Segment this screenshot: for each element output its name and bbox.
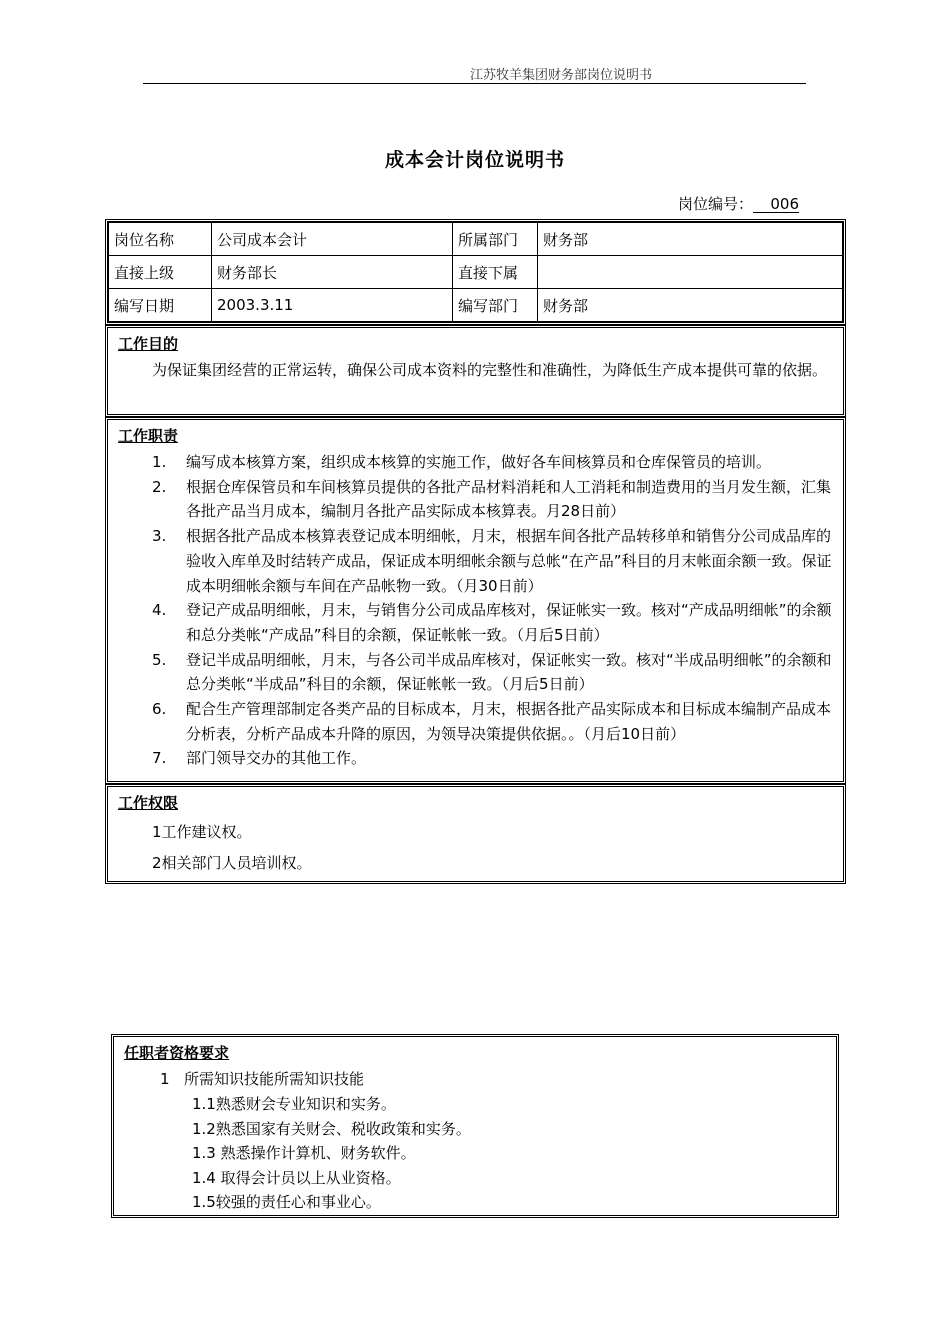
table-cell: 公司成本会计: [212, 223, 453, 256]
table-row: [109, 256, 843, 289]
section-title: 工作职责: [118, 427, 179, 445]
item-number: 2.: [152, 477, 167, 496]
section-title: 工作目的: [118, 335, 179, 353]
item-text: 登记半成品明细帐，月末，与各公司半成品库核对，保证帐实一致。核对“半成品明细帐”的余额和总分类帐“半成品”科目的余额，保证帐帐一致。（月后5日前）: [186, 650, 832, 694]
section-title: 任职者资格要求: [124, 1044, 230, 1062]
table-cell: 所属部门: [453, 223, 538, 256]
position-code-label: 岗位编号：: [678, 195, 754, 213]
item-number: 6.: [152, 700, 167, 719]
item-number: 3.: [152, 527, 167, 546]
duties-section: [105, 417, 846, 784]
document-header: 江苏牧羊集团财务部岗位说明书: [470, 68, 653, 83]
qualification-heading: [124, 1067, 826, 1092]
position-code-value: 006: [753, 196, 799, 213]
purpose-section: [105, 325, 846, 417]
list-item: 1.5较强的责任心和事业心。: [192, 1193, 381, 1211]
item-text: 配合生产管理部制定各类产品的目标成本，月末，根据各批产品实际成本和目标成本编制产品成本分析表，分析产品成本升降的原因，为领导决策提供依据。。（月后10日前）: [186, 700, 832, 743]
table-cell: 直接下属: [453, 256, 538, 289]
item-number: 1: [160, 1070, 170, 1088]
table-cell: 财务部长: [212, 256, 453, 289]
list-item: [118, 697, 833, 746]
list-item: [118, 524, 833, 598]
list-item: [118, 598, 833, 647]
purpose-text: 为保证集团经营的正常运转，确保公司成本资料的完整性和准确性，为降低生产成本提供可靠的依据。: [152, 361, 828, 379]
table-row: [109, 223, 843, 256]
list-item: 1工作建议权。: [152, 823, 252, 841]
item-text: 部门领导交办的其他工作。: [186, 749, 367, 768]
section-title: 工作权限: [118, 794, 179, 812]
list-item: 2相关部门人员培训权。: [152, 854, 312, 872]
header-divider: [143, 83, 806, 84]
list-item: 1.3 熟悉操作计算机、财务软件。: [192, 1144, 416, 1162]
position-code: [678, 193, 799, 214]
position-info-box: [105, 219, 846, 325]
list-item: 1.2熟悉国家有关财会、税收政策和实务。: [192, 1119, 471, 1138]
table-cell: [538, 256, 843, 289]
qualifications-section: [111, 1034, 839, 1218]
list-item: 1.4 取得会计员以上从业资格。: [192, 1168, 401, 1187]
item-number: 7.: [152, 749, 167, 768]
table-cell: 财务部: [538, 223, 843, 256]
duties-list: [118, 450, 833, 771]
item-text: 所需知识技能所需知识技能: [184, 1070, 365, 1088]
table-cell: 编写日期: [109, 289, 212, 322]
page-title: 成本会计岗位说明书: [384, 149, 565, 171]
table-cell: 财务部: [538, 289, 843, 322]
table-cell: 直接上级: [109, 256, 212, 289]
item-text: 根据各批产品成本核算表登记成本明细帐，月末，根据车间各批产品转移单和销售分公司成品库的验收入库单及时结转产成品，保证成本明细帐余额与总帐“在产品”科目的月末帐面余额一致。保证成本明细帐余额与车间在产品帐物一致。（月30日前）: [186, 527, 832, 595]
table-row: [109, 289, 843, 322]
position-info-table: [108, 222, 843, 322]
item-text: 编写成本核算方案，组织成本核算的实施工作，做好各车间核算员和仓库保管员的培训。: [186, 453, 772, 471]
list-item: [118, 746, 833, 771]
list-item: [118, 450, 833, 475]
item-number: 1.: [152, 453, 167, 471]
item-number: 4.: [152, 601, 167, 620]
table-cell: 编写部门: [453, 289, 538, 322]
item-text: 登记产成品明细帐，月末，与销售分公司成品库核对，保证帐实一致。核对“产成品明细帐”的余额和总分类帐“产成品”科目的余额，保证帐帐一致。（月后5日前）: [186, 601, 832, 644]
list-item: [118, 648, 833, 697]
list-item: [118, 475, 833, 524]
item-number: 5.: [152, 650, 167, 669]
item-text: 根据仓库保管员和车间核算员提供的各批产品材料消耗和人工消耗和制造费用的当月发生额，汇集各批产品当月成本，编制月各批产品实际成本核算表。月28日前）: [186, 477, 832, 521]
table-cell: 2003.3.11: [212, 289, 453, 322]
authority-section: [105, 784, 846, 884]
table-cell: 岗位名称: [109, 223, 212, 256]
list-item: 1.1熟悉财会专业知识和实务。: [192, 1095, 396, 1113]
